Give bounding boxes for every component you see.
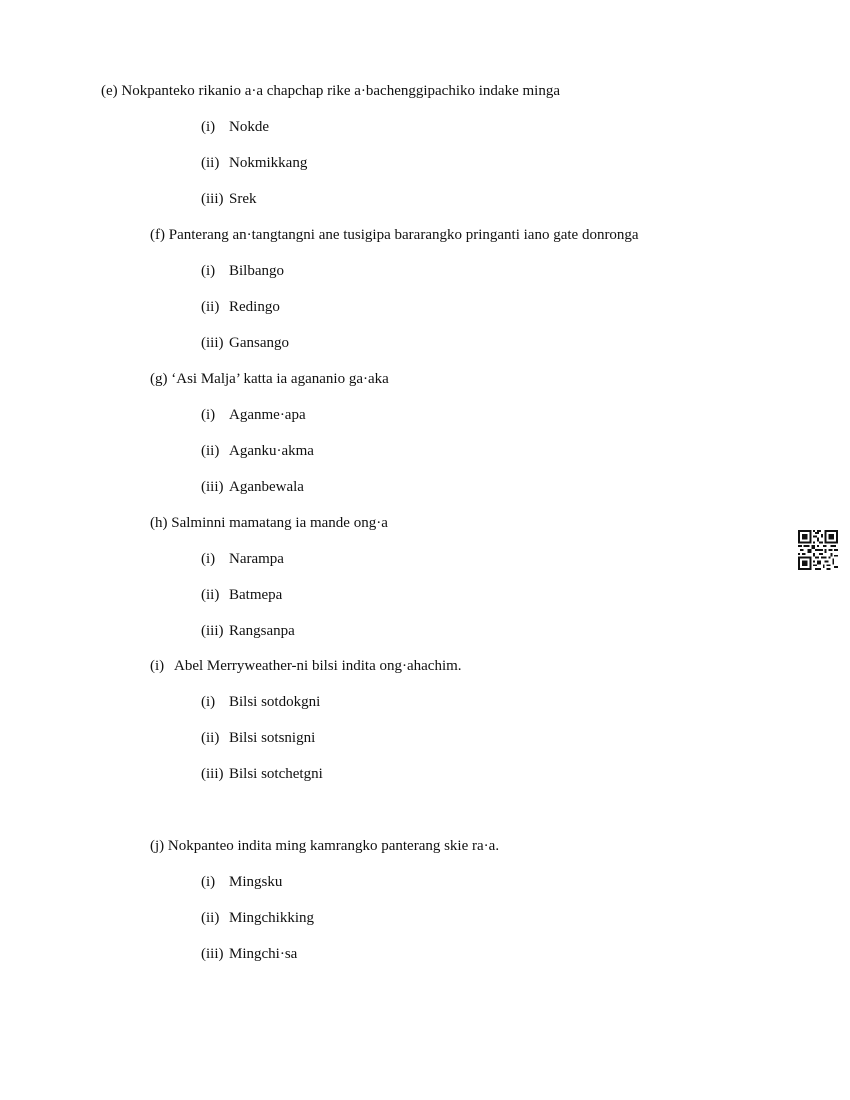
option-number: (ii) [201,730,220,746]
option-number: (iii) [201,479,224,495]
option-item [201,334,289,352]
option-item [201,442,314,460]
option-text: Nokde [229,119,269,135]
option-number: (i) [201,119,216,135]
option-text: Srek [229,191,257,207]
option-text: Nokmikkang [229,155,308,171]
option-item [201,154,307,172]
option-item [201,190,257,208]
option-text: Rangsanpa [229,623,295,639]
option-number: (i) [201,694,216,710]
question-text: Abel Merryweather-ni bilsi indita ong·ahachim. [174,658,462,674]
option-number: (i) [201,874,216,890]
option-item [201,909,314,927]
question-j [150,837,499,855]
option-number: (iii) [201,623,224,639]
option-text: Aganbewala [229,479,304,495]
option-item [201,873,282,891]
option-number: (ii) [201,443,220,459]
option-item [201,586,282,604]
question-f [150,226,639,244]
option-item [201,478,304,496]
question-label: (f) [150,227,165,243]
option-item [201,622,295,640]
question-e [101,82,560,100]
option-text: Batmepa [229,587,283,603]
option-number: (ii) [201,587,220,603]
option-number: (i) [201,551,216,567]
option-item [201,693,320,711]
question-label: (j) [150,838,165,854]
option-item [201,945,297,963]
option-number: (ii) [201,910,220,926]
qr-code-icon [798,530,838,570]
question-text: Nokpanteo indita ming kamrangko panterang skie ra·a. [167,838,500,854]
option-text: Bilbango [229,263,284,279]
question-label: (g) [150,371,168,387]
question-text: ‘Asi Malja’ katta ia agananio ga·aka [171,371,389,387]
option-number: (iii) [201,946,224,962]
option-number: (ii) [201,155,220,171]
option-text: Bilsi sotsnigni [229,730,316,746]
option-item [201,765,323,783]
option-text: Mingchikking [229,910,314,926]
option-number: (ii) [201,299,220,315]
option-item [201,298,280,316]
question-label: (e) [101,83,118,99]
option-item [201,118,269,136]
option-item [201,262,284,280]
option-number: (iii) [201,335,224,351]
question-label: (i) [150,658,165,674]
question-i [150,657,462,675]
option-text: Narampa [229,551,284,567]
option-text: Bilsi sotdokgni [229,694,321,710]
question-label: (h) [150,515,168,531]
question-text: Panterang an·tangtangni ane tusigipa bararangko pringanti iano gate donronga [168,227,639,243]
option-number: (iii) [201,766,224,782]
option-item [201,729,315,747]
option-text: Gansango [229,335,289,351]
option-number: (i) [201,263,216,279]
question-h [150,514,388,532]
option-text: Bilsi sotchetgni [229,766,323,782]
option-item [201,550,284,568]
option-text: Aganme·apa [229,407,306,423]
option-text: Mingchi·sa [229,946,298,962]
option-text: Mingsku [229,874,283,890]
question-text: Nokpanteko rikanio a·a chapchap rike a·bachenggipachiko indake minga [121,83,560,99]
option-item [201,406,306,424]
option-text: Aganku·akma [229,443,314,459]
question-text: Salminni mamatang ia mande ong·a [171,515,388,531]
option-number: (iii) [201,191,224,207]
option-text: Redingo [229,299,280,315]
question-g [150,370,389,388]
option-number: (i) [201,407,216,423]
